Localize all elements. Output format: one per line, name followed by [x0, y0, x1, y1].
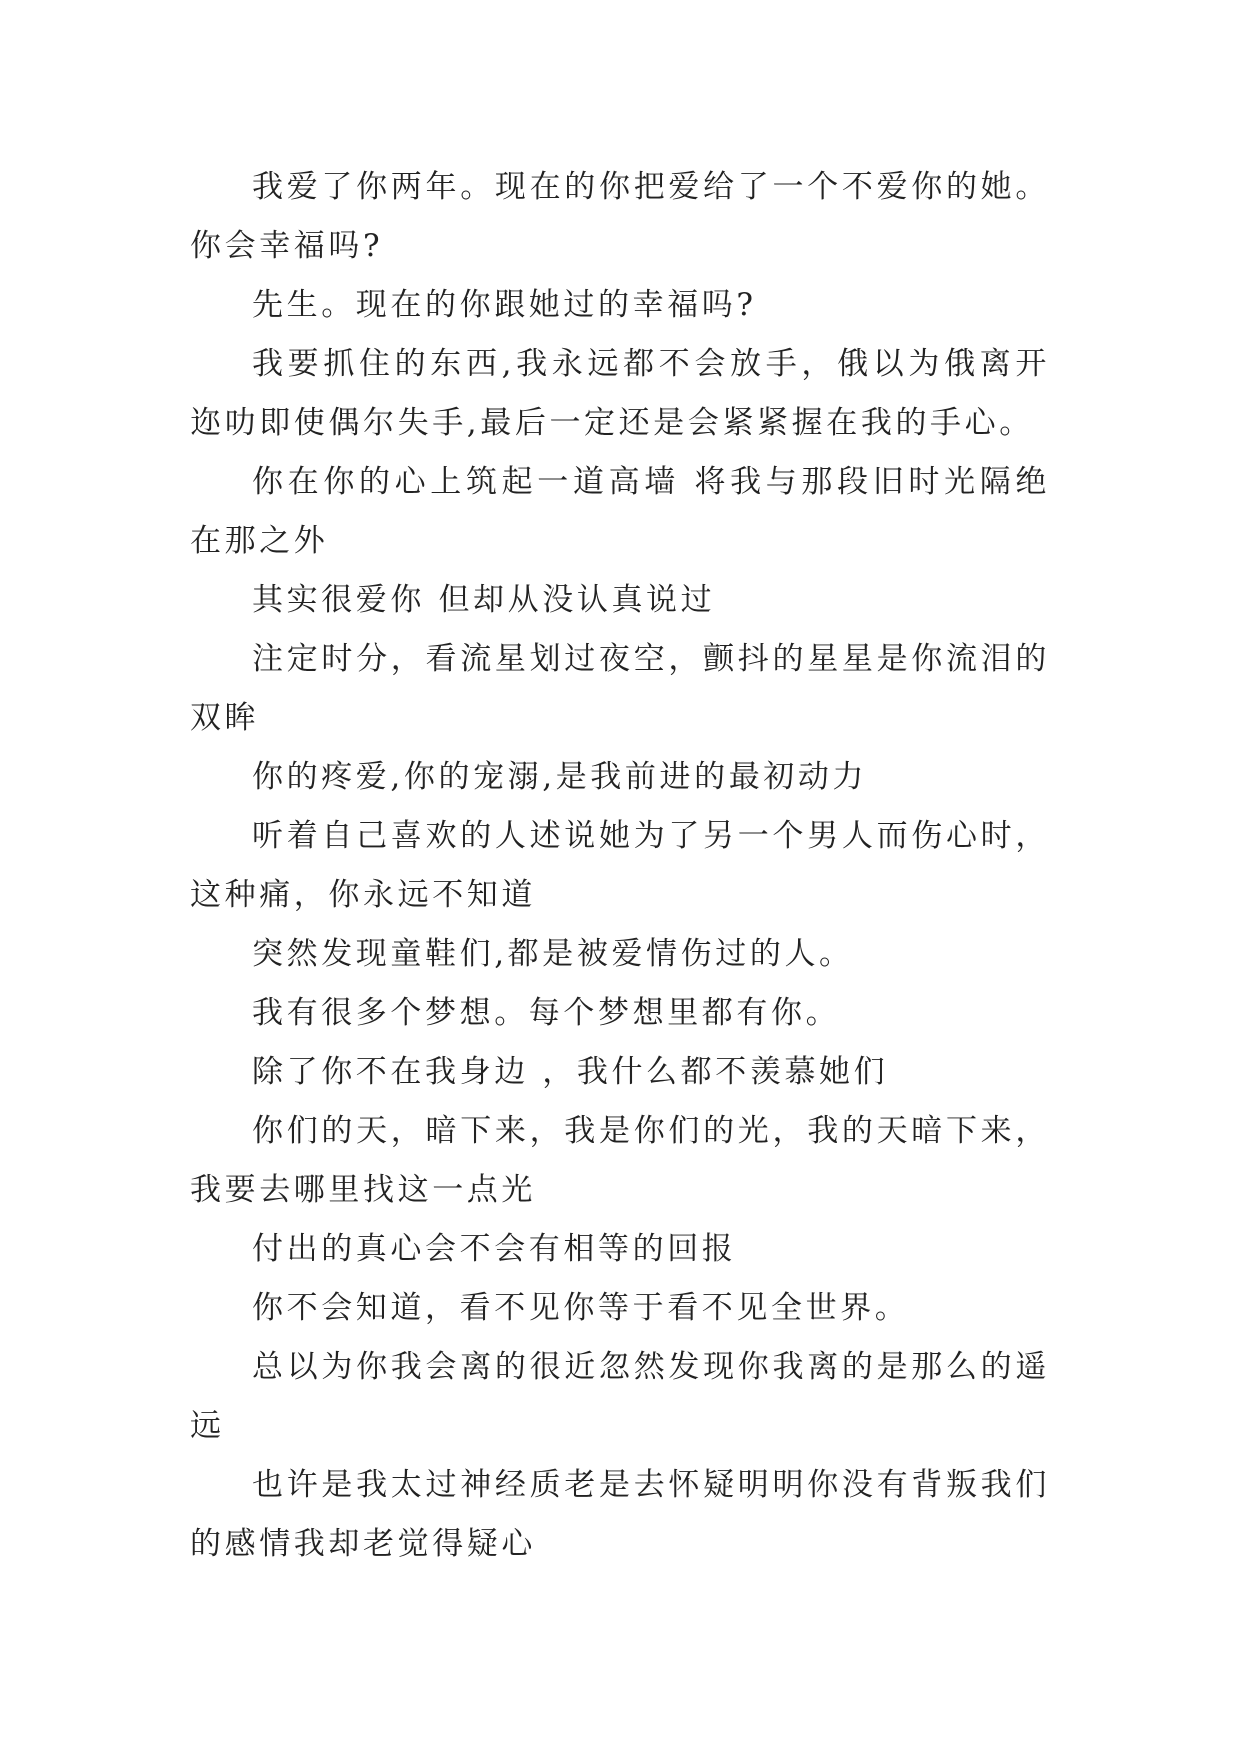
paragraph: 你的疼爱,你的宠溺,是我前进的最初动力	[252, 759, 868, 795]
paragraph: 突然发现童鞋们,都是被爱情伤过的人。	[252, 936, 854, 972]
paragraph: 先生。现在的你跟她过的幸福吗?	[252, 287, 757, 323]
paragraph: 你在你的心上筑起一道高墙 将我与那段旧时光隔绝在那之外	[190, 464, 1050, 559]
paragraph: 也许是我太过神经质老是去怀疑明明你没有背叛我们的感情我却老觉得疑心	[190, 1467, 1050, 1562]
paragraph: 付出的真心会不会有相等的回报	[252, 1231, 737, 1267]
paragraph: 我爱了你两年。现在的你把爱给了一个不爱你的她。你会幸福吗?	[190, 169, 1050, 264]
paragraph: 我有很多个梦想。每个梦想里都有你。	[252, 995, 841, 1031]
paragraph: 听着自己喜欢的人述说她为了另一个男人而伤心时，这种痛，你永远不知道	[190, 818, 1050, 913]
paragraph: 你不会知道，看不见你等于看不见全世界。	[252, 1290, 910, 1326]
paragraph: 注定时分，看流星划过夜空，颤抖的星星是你流泪的双眸	[190, 641, 1050, 736]
document-body	[190, 158, 1050, 1574]
paragraph: 其实很爱你 但却从没认真说过	[252, 582, 716, 618]
paragraph: 你们的天，暗下来，我是你们的光，我的天暗下来，我要去哪里找这一点光	[190, 1113, 1050, 1208]
paragraph: 总以为你我会离的很近忽然发现你我离的是那么的遥远	[190, 1349, 1050, 1444]
paragraph: 我要抓住的东西,我永远都不会放手，俄以为俄离开迩叻即使偶尔失手,最后一定还是会紧紧握在我的手心。	[190, 346, 1050, 441]
paragraph: 除了你不在我身边 ，我什么都不羡慕她们	[252, 1054, 889, 1090]
